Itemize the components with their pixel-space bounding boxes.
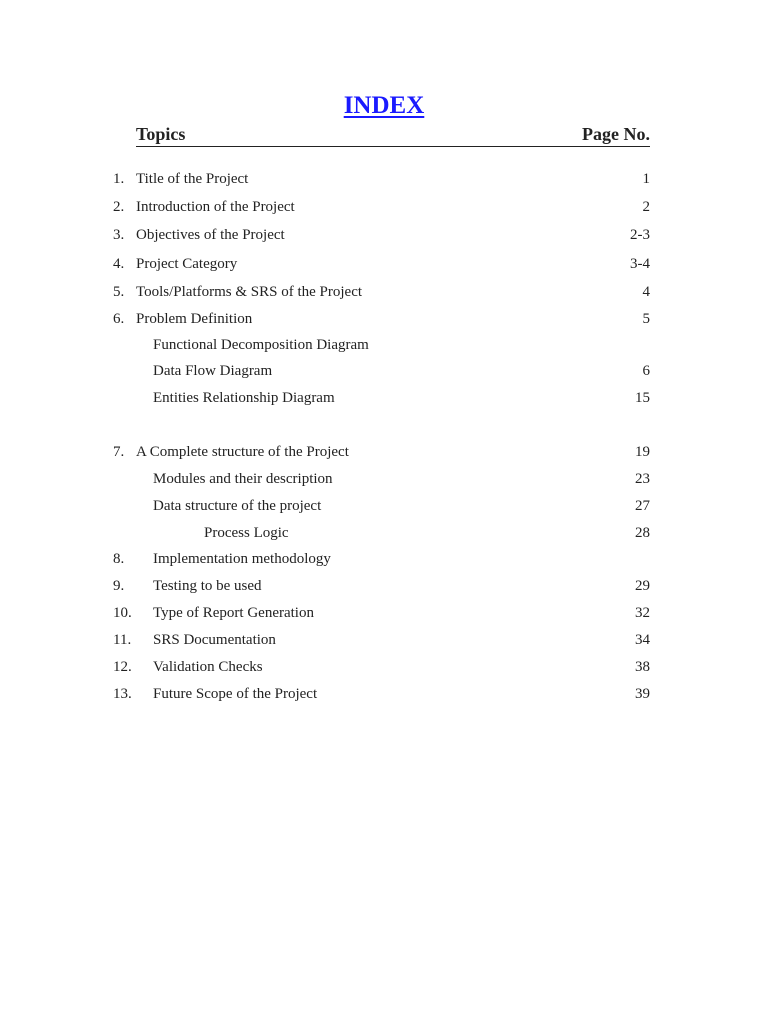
toc-label: Functional Decomposition Diagram bbox=[153, 337, 369, 353]
toc-label: Data structure of the project bbox=[153, 498, 322, 514]
index-header bbox=[136, 124, 650, 147]
toc-row bbox=[0, 578, 768, 598]
toc-number: 5. bbox=[113, 284, 125, 300]
toc-page: 34 bbox=[635, 632, 650, 648]
toc-label: Validation Checks bbox=[153, 659, 263, 675]
toc-number: 6. bbox=[113, 311, 125, 327]
toc-row bbox=[0, 686, 768, 706]
toc-label: Testing to be used bbox=[153, 578, 262, 594]
toc-page: 5 bbox=[642, 311, 650, 327]
toc-row bbox=[0, 551, 768, 571]
toc-subrow bbox=[0, 337, 768, 357]
toc-label: Modules and their description bbox=[153, 471, 333, 487]
toc-page: 27 bbox=[635, 498, 650, 514]
toc-number: 13. bbox=[113, 686, 132, 702]
toc-label: A Complete structure of the Project bbox=[136, 444, 349, 460]
toc-page: 38 bbox=[635, 659, 650, 675]
toc-label: Project Category bbox=[136, 256, 238, 272]
toc-row bbox=[0, 199, 768, 219]
toc-page: 23 bbox=[635, 471, 650, 487]
toc-subrow bbox=[0, 363, 768, 383]
toc-row bbox=[0, 659, 768, 679]
toc-row bbox=[0, 256, 768, 276]
toc-page: 19 bbox=[635, 444, 650, 460]
toc-page: 32 bbox=[635, 605, 650, 621]
toc-page: 2 bbox=[642, 199, 650, 215]
toc-page: 6 bbox=[642, 363, 650, 379]
toc-label: Entities Relationship Diagram bbox=[153, 390, 335, 406]
toc-number: 8. bbox=[113, 551, 125, 567]
toc-label: Data Flow Diagram bbox=[153, 363, 273, 379]
toc-label: Implementation methodology bbox=[153, 551, 331, 567]
page-no-heading: Page No. bbox=[582, 124, 650, 144]
index-title: INDEX bbox=[343, 92, 425, 119]
toc-subrow bbox=[0, 525, 768, 545]
toc-number: 1. bbox=[113, 171, 125, 187]
toc-page: 28 bbox=[635, 525, 650, 541]
toc-subrow bbox=[0, 498, 768, 518]
toc-row bbox=[0, 227, 768, 247]
toc-row bbox=[0, 444, 768, 464]
toc-subrow bbox=[0, 390, 768, 410]
toc-subrow bbox=[0, 471, 768, 491]
toc-page: 39 bbox=[635, 686, 650, 702]
toc-row bbox=[0, 311, 768, 331]
toc-label: Introduction of the Project bbox=[136, 199, 295, 215]
toc-page: 1 bbox=[642, 171, 650, 187]
toc-label: Objectives of the Project bbox=[136, 227, 285, 243]
toc-label: Tools/Platforms & SRS of the Project bbox=[136, 284, 363, 300]
toc-number: 11. bbox=[113, 632, 132, 648]
toc-number: 2. bbox=[113, 199, 125, 215]
toc-page: 4 bbox=[642, 284, 650, 300]
toc-number: 10. bbox=[113, 605, 132, 621]
toc-row bbox=[0, 171, 768, 191]
toc-page: 29 bbox=[635, 578, 650, 594]
toc-number: 4. bbox=[113, 256, 125, 272]
toc-page: 2-3 bbox=[630, 227, 650, 243]
toc-number: 9. bbox=[113, 578, 125, 594]
topics-heading: Topics bbox=[136, 124, 186, 144]
toc-page: 15 bbox=[635, 390, 650, 406]
toc-label: Type of Report Generation bbox=[153, 605, 314, 621]
toc-label: SRS Documentation bbox=[153, 632, 276, 648]
toc-row bbox=[0, 284, 768, 304]
toc-label: Title of the Project bbox=[136, 171, 249, 187]
toc-label: Future Scope of the Project bbox=[153, 686, 318, 702]
toc-label: Process Logic bbox=[204, 525, 289, 541]
toc-number: 7. bbox=[113, 444, 125, 460]
toc-label: Problem Definition bbox=[136, 311, 253, 327]
toc-page: 3-4 bbox=[630, 256, 650, 272]
toc-number: 3. bbox=[113, 227, 125, 243]
toc-row bbox=[0, 605, 768, 625]
toc-row bbox=[0, 632, 768, 652]
toc-number: 12. bbox=[113, 659, 132, 675]
